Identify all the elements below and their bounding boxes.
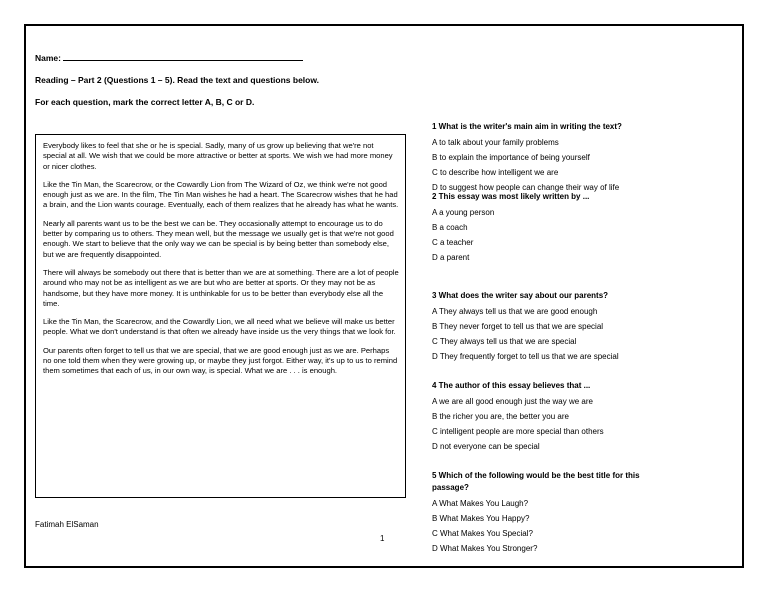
- answer-option[interactable]: A They always tell us that we are good enough: [432, 307, 598, 316]
- answer-option[interactable]: C intelligent people are more special than others: [432, 427, 604, 436]
- answer-option[interactable]: A a young person: [432, 208, 495, 217]
- question-5: [432, 470, 672, 558]
- question-text: 5 Which of the following would be the best title for this passage?: [432, 471, 640, 492]
- answer-option[interactable]: B a coach: [432, 223, 468, 232]
- page-number: 1: [380, 534, 385, 543]
- answer-option[interactable]: D They frequently forget to tell us that we are special: [432, 352, 619, 361]
- question-4: [432, 380, 682, 456]
- reading-passage: [35, 134, 406, 498]
- answer-option[interactable]: C to describe how intelligent we are: [432, 168, 559, 177]
- passage-paragraph: Nearly all parents want us to be the best we can be. They occasionally attempt to encourage us to do better by comparing us to others. They mean well, but the message we usually get is that we're not good enough. We start to believe that the only way we can be special is by being better than somebody else, but we are frequently disappointed.: [43, 218, 394, 259]
- question-3: [432, 290, 682, 366]
- answer-option[interactable]: D to suggest how people can change their way of life: [432, 183, 620, 192]
- answer-option[interactable]: A What Makes You Laugh?: [432, 499, 529, 508]
- answer-option[interactable]: D not everyone can be special: [432, 442, 540, 451]
- answer-option[interactable]: C What Makes You Special?: [432, 529, 533, 538]
- answer-option[interactable]: B to explain the importance of being yourself: [432, 153, 590, 162]
- question-1: [432, 121, 682, 192]
- question-text: 2 This essay was most likely written by ...: [432, 192, 590, 201]
- name-blank-line[interactable]: [63, 52, 303, 61]
- answer-option[interactable]: B What Makes You Happy?: [432, 514, 530, 523]
- answer-option[interactable]: C a teacher: [432, 238, 474, 247]
- answer-option[interactable]: A we are all good enough just the way we are: [432, 397, 593, 406]
- answer-option[interactable]: C They always tell us that we are special: [432, 337, 577, 346]
- answer-option[interactable]: D a parent: [432, 253, 470, 262]
- passage-paragraph: Like the Tin Man, the Scarecrow, or the Cowardly Lion from The Wizard of Oz, we think we're not good enough just as we are. In the film, The Tin Man wishes he had a heart. The Scarecrow wishes that he had a brain, and the Lion wants courage. Eventually, each of them realizes that he already has what he wants.: [43, 179, 399, 210]
- passage-paragraph: There will always be somebody out there that is better than we are at something. There are a lot of people around who may not be as intelligent as we are but who are better at sports. Or they may not be as handsome, but they have more money. It is unthinkable for us to be better than everybody else all the time.: [43, 267, 399, 308]
- passage-paragraph: Our parents often forget to tell us that we are special, that we are good enough just as we are. Perhaps no one told them when they were growing up, or maybe they just forgot. Either way, it's up to us to remind them sometimes that each of us, in our own way, is special. What we are . . . is enough.: [43, 345, 398, 376]
- author-name: Fatimah ElSaman: [35, 520, 99, 529]
- question-text: 4 The author of this essay believes that ...: [432, 381, 591, 390]
- answer-option[interactable]: D What Makes You Stronger?: [432, 544, 538, 553]
- name-label: Name:: [35, 53, 61, 63]
- directions: For each question, mark the correct letter A, B, C or D.: [35, 97, 255, 107]
- answer-option[interactable]: B the richer you are, the better you are: [432, 412, 569, 421]
- answer-option[interactable]: B They never forget to tell us that we are special: [432, 322, 604, 331]
- question-2: [432, 191, 682, 267]
- question-text: 3 What does the writer say about our parents?: [432, 291, 609, 300]
- question-1-clip: [432, 121, 682, 192]
- instructions: Reading – Part 2 (Questions 1 – 5). Read the text and questions below.: [35, 75, 320, 85]
- passage-paragraph: Like the Tin Man, the Scarecrow, and the Cowardly Lion, we all need what we believe will make us better people. What we don't understand is that often we already have inside us the very things that we look for.: [43, 317, 396, 337]
- question-text: 1 What is the writer's main aim in writing the text?: [432, 122, 622, 131]
- answer-option[interactable]: A to talk about your family problems: [432, 138, 559, 147]
- name-field[interactable]: [35, 52, 303, 63]
- passage-paragraph: Everybody likes to feel that she or he is special. Sadly, many of us grow up believing that we're not special at all. We wish that we could be more attractive or better at sports. We wish we had more money or nicer clothes.: [43, 141, 393, 171]
